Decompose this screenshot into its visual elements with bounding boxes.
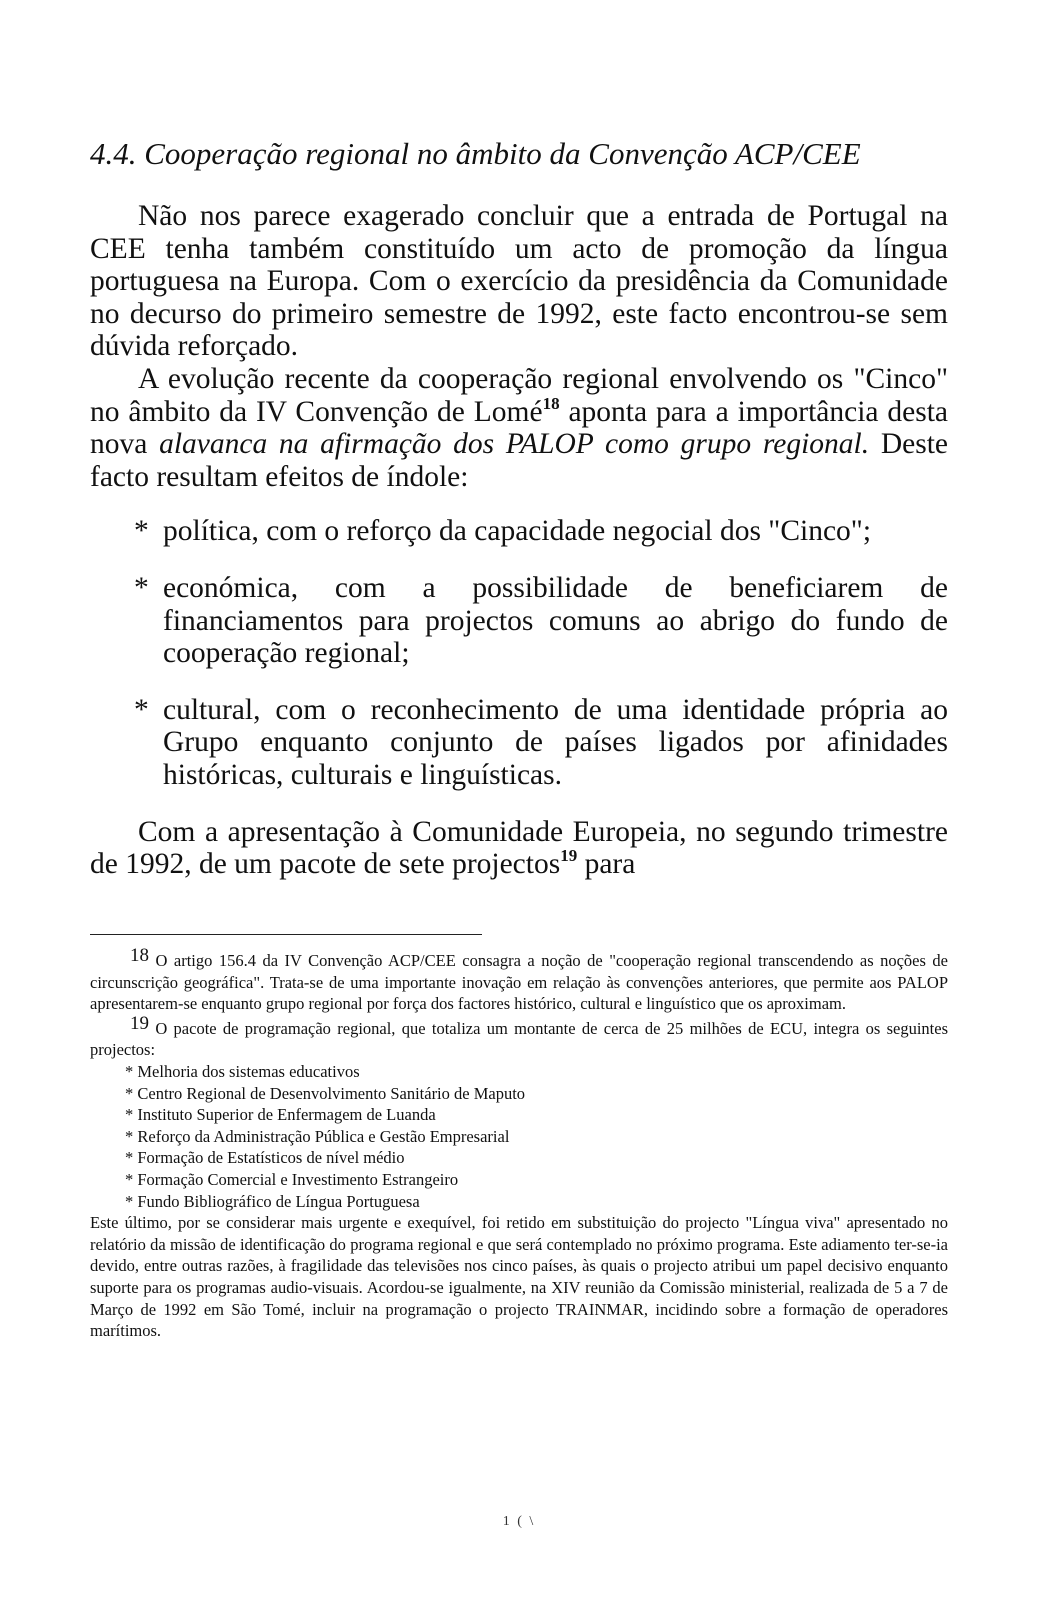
- footnote-ref-18: 18: [542, 393, 560, 413]
- footnotes: [90, 945, 948, 1342]
- bullet-mark: *: [134, 515, 149, 548]
- footnote-19-continuation: Este último, por se considerar mais urgente e exequível, foi retido em substituição do projecto "Língua viva" apresentado no relatório da missão de identificação do programa regional e que será contemplado no próximo programa. Este adiamento ter-se-ia devido, entre outras razões, à fragilidade das televisões nos cinco países, às quais o projecto atribui um papel decisivo enquanto suporte para os programas audio-visuais. Acordou-se igualmente, na XIV reunião da Comissão ministerial, realizada de 5 a 7 de Março de 1992 em São Tomé, incluir na programação o projecto TRAINMAR, incidindo sobre a formação de operadores marítimos.: [90, 1213, 948, 1341]
- footnote-18: [90, 945, 948, 1015]
- effect-text: política, com o reforço da capacidade negocial dos "Cinco";: [163, 515, 872, 548]
- project-item: * Fundo Bibliográfico de Língua Portuguesa: [125, 1191, 420, 1211]
- project-list: [90, 1061, 948, 1212]
- effect-item-politica: [90, 515, 948, 548]
- section-heading: 4.4. Cooperação regional no âmbito da Convenção ACP/CEE: [90, 136, 861, 171]
- paragraph-2-part-2: aponta para a importância desta nova: [90, 395, 948, 461]
- paragraph-3-tail: para: [577, 848, 636, 881]
- paragraph-2-part-3: Deste facto resultam efeitos de índole:: [90, 428, 949, 493]
- document-page: [90, 0, 948, 1600]
- footnote-separator: [90, 934, 482, 935]
- footnote-19-number: 19: [130, 1012, 149, 1034]
- footnote-19: [90, 1012, 948, 1061]
- footnote-19-text: O pacote de programação regional, que totaliza um montante de cerca de 25 milhões de ECU, integra os seguintes projectos:: [90, 1018, 948, 1060]
- footnote-18-text: O artigo 156.4 da IV Convenção ACP/CEE consagra a noção de "cooperação regional transcendendo as noções de circunscrição geográfica". Trata-se de uma importante inovação em relação às convenções anteriores, que permite aos PALOP apresentarem-se enquanto grupo regional por força dos factores histórico, cultural e linguístico que os aproximam.: [90, 951, 948, 1014]
- footnote-ref-19: 19: [560, 846, 578, 866]
- project-item: * Reforço da Administração Pública e Gestão Empresarial: [125, 1126, 510, 1146]
- paragraph-1: Não nos parece exagerado concluir que a entrada de Portugal na CEE tenha também constituído um acto de promoção da língua portuguesa na Europa. Com o exercício da presidência da Comunidade no decurso do primeiro semestre de 1992, este facto encontrou-se sem dúvida reforçado.: [90, 200, 948, 363]
- paragraph-2: [90, 363, 948, 493]
- footnote-18-number: 18: [130, 945, 149, 966]
- body-text: [90, 200, 948, 881]
- project-item: * Instituto Superior de Enfermagem de Luanda: [125, 1105, 436, 1125]
- effect-text: económica, com a possibilidade de beneficiarem de financiamentos para projectos comuns ao abrigo do fundo de cooperação regional;: [163, 571, 948, 670]
- effect-item-economica: [90, 572, 948, 670]
- page-number: 1 ( \: [502, 1514, 536, 1529]
- project-item: * Centro Regional de Desenvolvimento Sanitário de Maputo: [125, 1083, 526, 1103]
- project-item: * Formação Comercial e Investimento Estrangeiro: [125, 1169, 459, 1189]
- project-item: * Melhoria dos sistemas educativos: [125, 1061, 360, 1081]
- bullet-mark: *: [134, 571, 149, 604]
- paragraph-2-emphasis: alavanca na afirmação dos PALOP como grupo regional.: [159, 428, 870, 461]
- project-item: * Formação de Estatísticos de nível médio: [125, 1148, 405, 1168]
- effects-list: [90, 515, 948, 791]
- paragraph-2-part-1: A evolução recente da cooperação regional envolvendo os "Cinco" no âmbito da IV Convenção de Lomé: [90, 362, 948, 428]
- paragraph-3: [90, 816, 948, 881]
- effect-item-cultural: [90, 694, 948, 792]
- bullet-mark: *: [134, 693, 149, 726]
- paragraph-3-text: Com a apresentação à Comunidade Europeia, no segundo trimestre de 1992, de um pacote de sete projectos: [90, 815, 948, 881]
- effect-text: cultural, com o reconhecimento de uma identidade própria ao Grupo enquanto conjunto de países ligados por afinidades históricas, culturais e linguísticas.: [163, 693, 948, 791]
